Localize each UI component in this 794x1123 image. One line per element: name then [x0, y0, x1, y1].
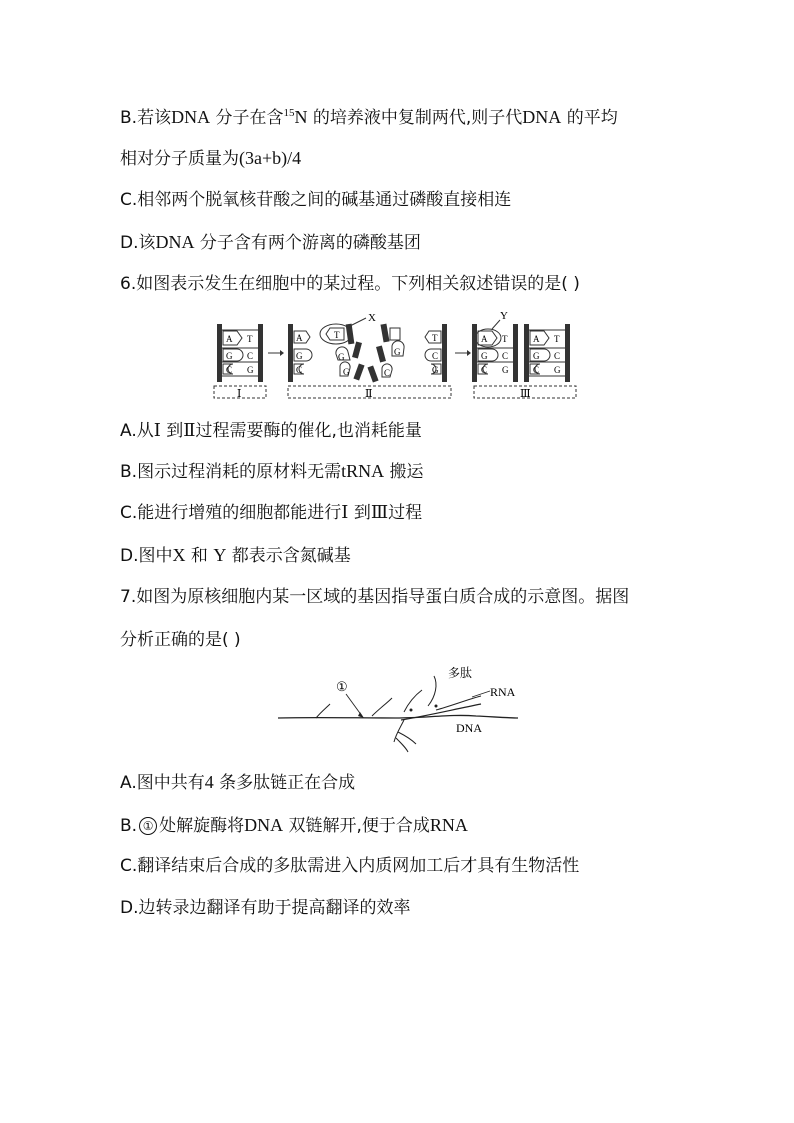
svg-text:G: G: [247, 365, 254, 375]
svg-text:T: T: [334, 330, 340, 340]
q5-option-b-line1: B.若该DNA 分子在含$^{15}$N 的培养液中复制两代,则子代DNA 的平均: [120, 107, 618, 128]
svg-text:C: C: [432, 351, 439, 361]
marker-y-label: Y: [500, 310, 508, 322]
svg-text:G: G: [533, 351, 540, 361]
q5-option-b-line2: 相对分子质量为(3a+b)/4: [120, 148, 302, 169]
svg-text:T: T: [502, 334, 508, 344]
svg-text:A: A: [533, 334, 540, 344]
q7-stem-line1: 7.如图为原核细胞内某一区域的基因指导蛋白质合成的示意图。据图: [120, 587, 630, 607]
marker-1-pointer: [346, 694, 362, 716]
svg-text:A: A: [481, 334, 488, 344]
base-t-label: T: [247, 334, 253, 344]
svg-text:C: C: [554, 351, 561, 361]
stage-1-label: Ⅰ: [237, 388, 242, 400]
q5-option-d: D.该DNA 分子含有两个游离的磷酸基团: [120, 232, 421, 253]
q6-option-a: A.从Ⅰ 到Ⅱ过程需要酶的催化,也消耗能量: [120, 420, 422, 441]
q7-stem-line2: 分析正确的是( ): [120, 630, 241, 650]
marker-1-label: ①: [336, 679, 348, 694]
peptide-label: 多肽: [448, 666, 473, 680]
marker-x-label: X: [368, 312, 376, 324]
q7-option-b: B. ① 处解旋酶将DNA 双链解开,便于合成RNA: [120, 815, 468, 836]
svg-text:C: C: [296, 365, 303, 375]
q7-option-d: D.边转录边翻译有助于提高翻译的效率: [120, 898, 411, 918]
stage-3-label: Ⅲ: [520, 388, 531, 400]
rna-strand: [401, 704, 481, 720]
rna-label: RNA: [490, 685, 516, 699]
svg-text:T: T: [554, 334, 560, 344]
svg-text:C: C: [226, 365, 233, 375]
q6-stem: 6.如图表示发生在细胞中的某过程。下列相关叙述错误的是( ): [120, 274, 580, 294]
transcription-translation-figure: [276, 660, 536, 760]
q5-option-c: C.相邻两个脱氧核苷酸之间的碱基通过磷酸直接相连: [120, 190, 512, 210]
stage-1-dna: [214, 324, 266, 400]
svg-text:C: C: [384, 368, 391, 378]
base-c-label: C: [247, 351, 254, 361]
svg-text:C: C: [481, 365, 488, 375]
q6-option-c: C.能进行增殖的细胞都能进行Ⅰ 到Ⅲ过程: [120, 502, 423, 523]
dna-label: DNA: [456, 721, 482, 735]
svg-text:T: T: [432, 333, 438, 343]
svg-text:G: G: [394, 347, 401, 357]
stage-3-daughter-dna: [472, 310, 576, 400]
q6-option-d: D.图中X 和 Y 都表示含氮碱基: [120, 545, 351, 566]
base-g-label: G: [226, 351, 233, 361]
svg-text:A: A: [296, 333, 303, 343]
base-a-label: A: [226, 334, 233, 344]
svg-text:C: C: [502, 351, 509, 361]
q7-option-a: A.图中共有4 条多肽链正在合成: [120, 772, 356, 793]
svg-text:G: G: [502, 365, 509, 375]
circled-one-marker: ①: [139, 817, 157, 835]
svg-text:G: G: [554, 365, 561, 375]
dna-replication-figure: [210, 308, 590, 402]
stage-2-label: Ⅱ: [365, 388, 373, 400]
svg-text:G: G: [481, 351, 488, 361]
svg-text:C: C: [533, 365, 540, 375]
svg-text:G: G: [338, 352, 345, 362]
svg-text:G: G: [296, 351, 303, 361]
svg-text:G: G: [343, 367, 350, 377]
svg-text:G: G: [432, 365, 439, 375]
stage-2-unwinding: [288, 312, 451, 400]
dna-strand: [278, 715, 518, 718]
q7-option-c: C.翻译结束后合成的多肽需进入内质网加工后才具有生物活性: [120, 856, 580, 876]
q6-option-b: B.图示过程消耗的原材料无需tRNA 搬运: [120, 461, 424, 482]
